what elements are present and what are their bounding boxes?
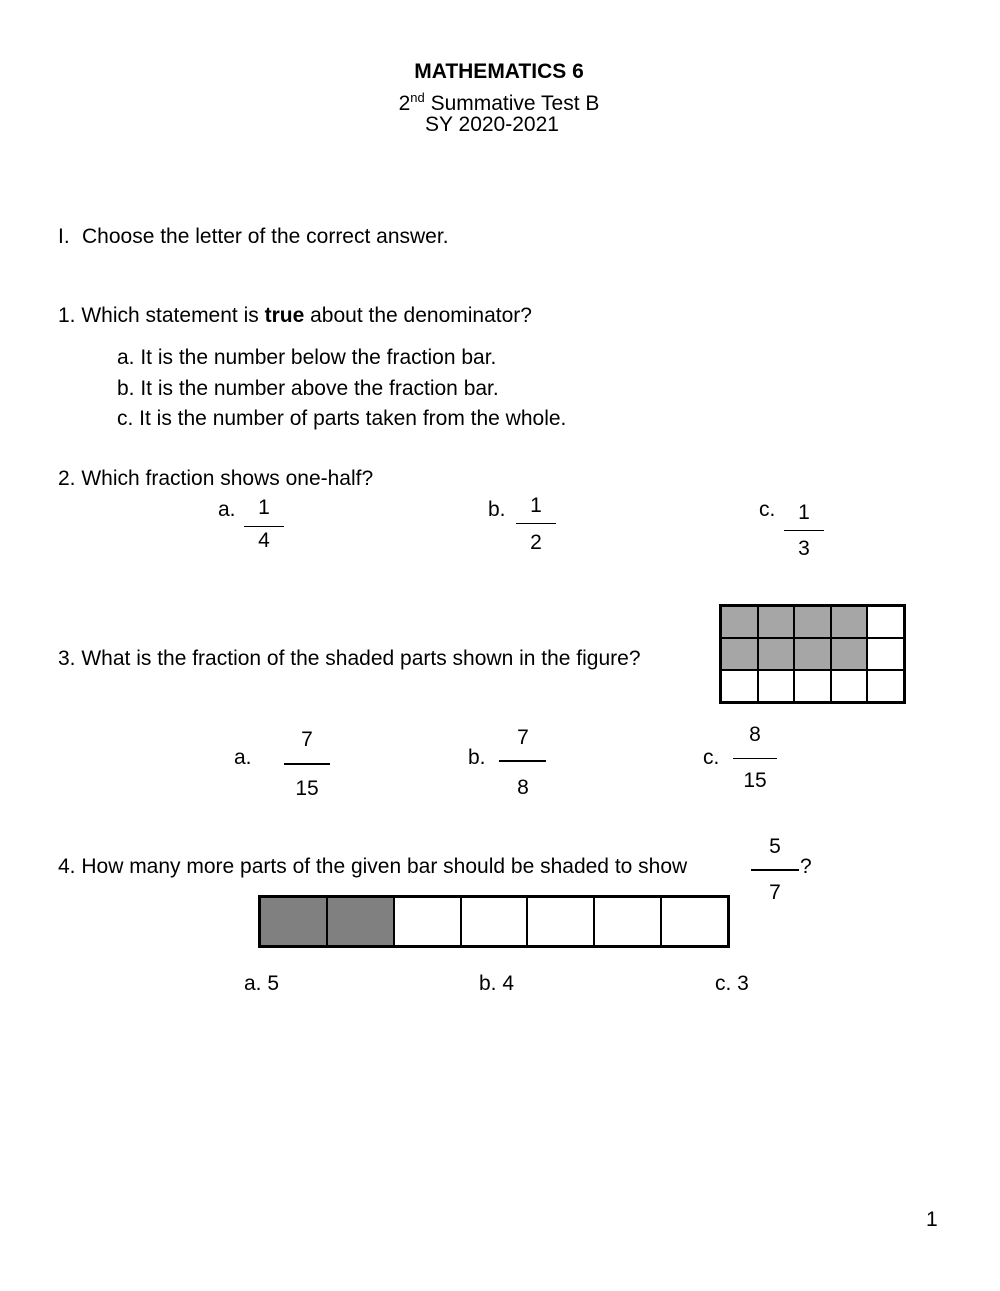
fraction-numerator: 5	[769, 835, 781, 858]
subtitle-ordinal-suffix: nd	[410, 90, 425, 105]
fraction-numerator: 8	[749, 723, 761, 746]
bar-part	[394, 897, 461, 946]
q2-choice-b-letter[interactable]: b.	[488, 498, 506, 521]
q2-choice-c-letter[interactable]: c.	[759, 498, 776, 521]
fraction-numerator: 1	[530, 494, 542, 517]
question-1	[58, 304, 532, 328]
page-title: MATHEMATICS 6	[414, 60, 584, 83]
section-label: I.	[58, 225, 70, 248]
q3-choice-b-letter[interactable]: b.	[468, 746, 486, 769]
q4-choice-a[interactable]: a. 5	[244, 972, 280, 995]
grid-cell	[721, 670, 758, 702]
grid-cell	[867, 606, 904, 638]
bar-part	[594, 897, 661, 946]
q3-choice-a-fraction[interactable]	[277, 726, 337, 806]
grid-cell	[867, 638, 904, 670]
q1-choice-b[interactable]: b. It is the number above the fraction bar.	[117, 377, 499, 400]
grid-cell	[794, 670, 831, 702]
bar-part	[461, 897, 528, 946]
grid-cell	[758, 670, 795, 702]
question-4: 4. How many more parts of the given bar should be shaded to show	[58, 855, 688, 878]
fraction-bar	[733, 758, 777, 759]
section-instruction: Choose the letter of the correct answer.	[82, 225, 449, 248]
bar-part	[661, 897, 728, 946]
q1-choice-a[interactable]: a. It is the number below the fraction bar.	[117, 346, 497, 369]
school-year: SY 2020-2021	[425, 113, 559, 136]
subtitle-rest: Summative Test B	[424, 92, 600, 115]
q2-choice-a-letter[interactable]: a.	[218, 498, 236, 521]
q4-choice-c[interactable]: c. 3	[715, 972, 749, 995]
grid-cell-shaded	[758, 606, 795, 638]
q1-suffix: about the denominator?	[304, 304, 532, 327]
grid-cell-shaded	[721, 638, 758, 670]
q4-target-fraction	[745, 833, 805, 908]
q4-choice-b[interactable]: b. 4	[479, 972, 515, 995]
q2-choice-c-fraction[interactable]	[774, 499, 834, 569]
q2-choice-b-fraction[interactable]	[506, 492, 566, 562]
q1-number: 1.	[58, 304, 76, 327]
grid-cell-shaded	[831, 606, 868, 638]
fraction-denominator: 4	[258, 529, 270, 552]
fraction-denominator: 8	[517, 776, 529, 799]
fraction-denominator: 3	[798, 537, 810, 560]
fraction-bar	[499, 760, 546, 762]
question-2: 2. Which fraction shows one-half?	[58, 467, 374, 490]
fraction-denominator: 2	[530, 531, 542, 554]
grid-cell-shaded	[794, 638, 831, 670]
fraction-numerator: 7	[301, 728, 313, 751]
fraction-denominator: 15	[743, 769, 767, 792]
fraction-numerator: 1	[258, 496, 270, 519]
grid-cell	[867, 670, 904, 702]
fraction-bar	[284, 763, 330, 765]
shaded-grid-figure	[719, 604, 906, 704]
q3-choice-c-letter[interactable]: c.	[703, 746, 720, 769]
grid-cell-shaded	[831, 638, 868, 670]
q4-question-mark: ?	[800, 855, 812, 878]
q3-choice-c-fraction[interactable]	[725, 721, 785, 801]
q1-prefix: Which statement is	[81, 304, 265, 327]
fraction-bar	[516, 523, 556, 524]
shaded-bar-figure	[258, 895, 730, 948]
subtitle-ordinal: 2	[398, 92, 411, 115]
bar-part	[527, 897, 594, 946]
q1-emphasis: true	[264, 304, 305, 327]
question-3: 3. What is the fraction of the shaded parts shown in the figure?	[58, 647, 641, 670]
fraction-bar	[784, 530, 824, 531]
fraction-bar	[751, 869, 799, 871]
q3-choice-a-letter[interactable]: a.	[234, 746, 252, 769]
fraction-denominator: 7	[769, 881, 781, 904]
fraction-bar	[244, 526, 284, 527]
q2-choice-a-fraction[interactable]	[234, 494, 294, 564]
grid-cell	[831, 670, 868, 702]
grid-cell-shaded	[721, 606, 758, 638]
q3-choice-b-fraction[interactable]	[493, 724, 553, 804]
grid-cell-shaded	[794, 606, 831, 638]
fraction-denominator: 15	[295, 777, 319, 800]
bar-part-shaded	[260, 897, 327, 946]
grid-cell-shaded	[758, 638, 795, 670]
bar-part-shaded	[327, 897, 394, 946]
page-number: 1	[926, 1208, 938, 1231]
fraction-numerator: 7	[517, 726, 529, 749]
q1-choice-c[interactable]: c. It is the number of parts taken from the whole.	[117, 407, 567, 430]
page-subtitle	[0, 86, 998, 116]
fraction-numerator: 1	[798, 501, 810, 524]
